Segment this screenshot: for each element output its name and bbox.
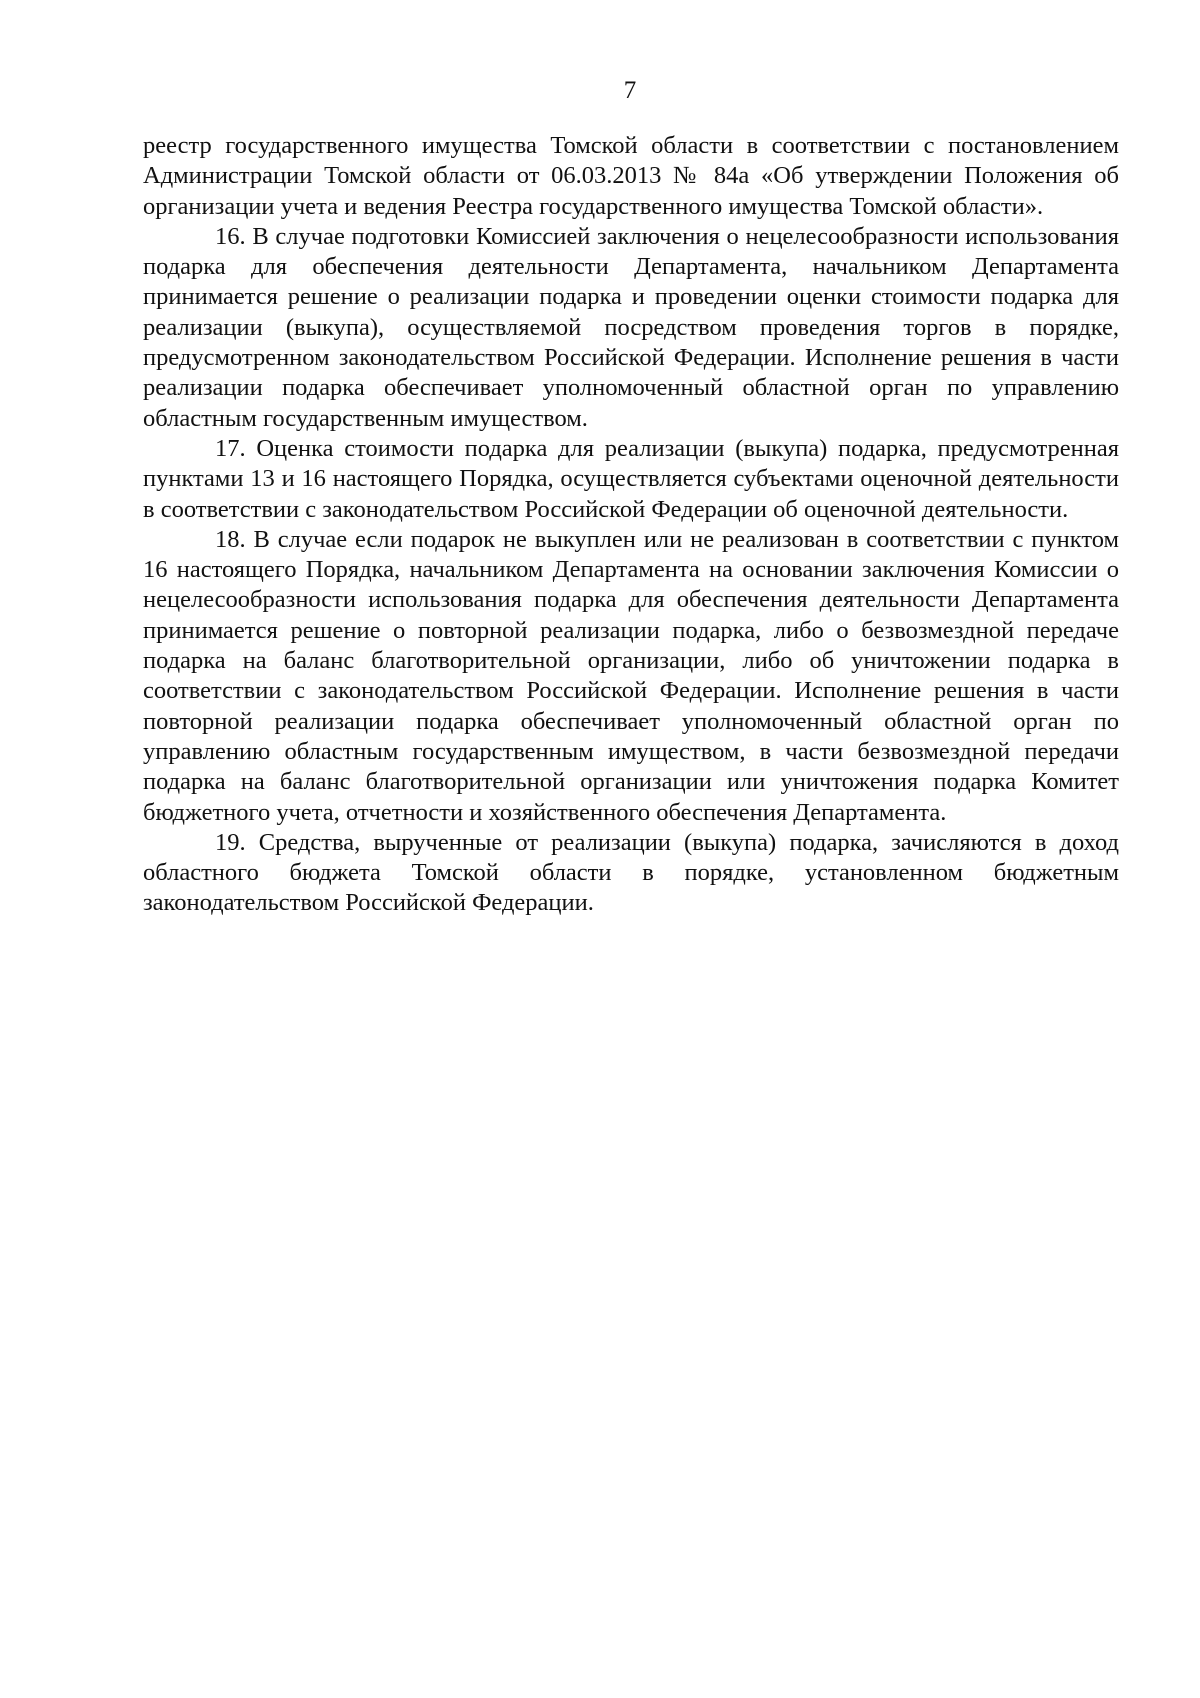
page-number: 7 xyxy=(623,77,637,104)
document-body xyxy=(143,131,1119,919)
paragraph-continuation: реестр государственного имущества Томской области в соответствии с постановлением Администрации Томской области от 06.03.2013 № 84а «Об утверждении Положения об организации учета и ведения Реестра государственного имущества Томской области». xyxy=(143,132,1119,220)
paragraph-19: 19. Средства, вырученные от реализации (выкупа) подарка, зачисляются в доход областного бюджета Томской области в порядке, установленном бюджетным законодательством Российской Федерации. xyxy=(143,828,1119,917)
paragraph-16: 16. В случае подготовки Комиссией заключения о нецелесообразности использования подарка для обеспечения деятельности Департамента, начальником Департамента принимается решение о реализации подарка и проведении оценки стоимости подарка для реализации (выкупа), осуществляемой посредством проведения торгов в порядке, предусмотренном законодательством Российской Федерации. Исполнение решения в части реализации подарка обеспечивает уполномоченный областной орган по управлению областным государственным имуществом. xyxy=(143,222,1119,432)
paragraph-18: 18. В случае если подарок не выкуплен или не реализован в соответствии с пунктом 16 настоящего Порядка, начальником Департамента на основании заключения Комиссии о нецелесообразности использования подарка для обеспечения деятельности Департамента принимается решение о повторной реализации подарка, либо о безвозмездной передаче подарка на баланс благотворительной организации, либо об уничтожении подарка в соответствии с законодательством Российской Федерации. Исполнение решения в части повторной реализации подарка обеспечивает уполномоченный областной орган по управлению областным государственным имуществом, в части безвозмездной передачи подарка на баланс благотворительной организации или уничтожения подарка Комитет бюджетного учета, отчетности и хозяйственного обеспечения Департамента. xyxy=(143,525,1119,826)
paragraph-17: 17. Оценка стоимости подарка для реализации (выкупа) подарка, предусмотренная пунктами 13 и 16 настоящего Порядка, осуществляется субъектами оценочной деятельности в соответствии с законодательством Российской Федерации об оценочной деятельности. xyxy=(143,434,1119,523)
